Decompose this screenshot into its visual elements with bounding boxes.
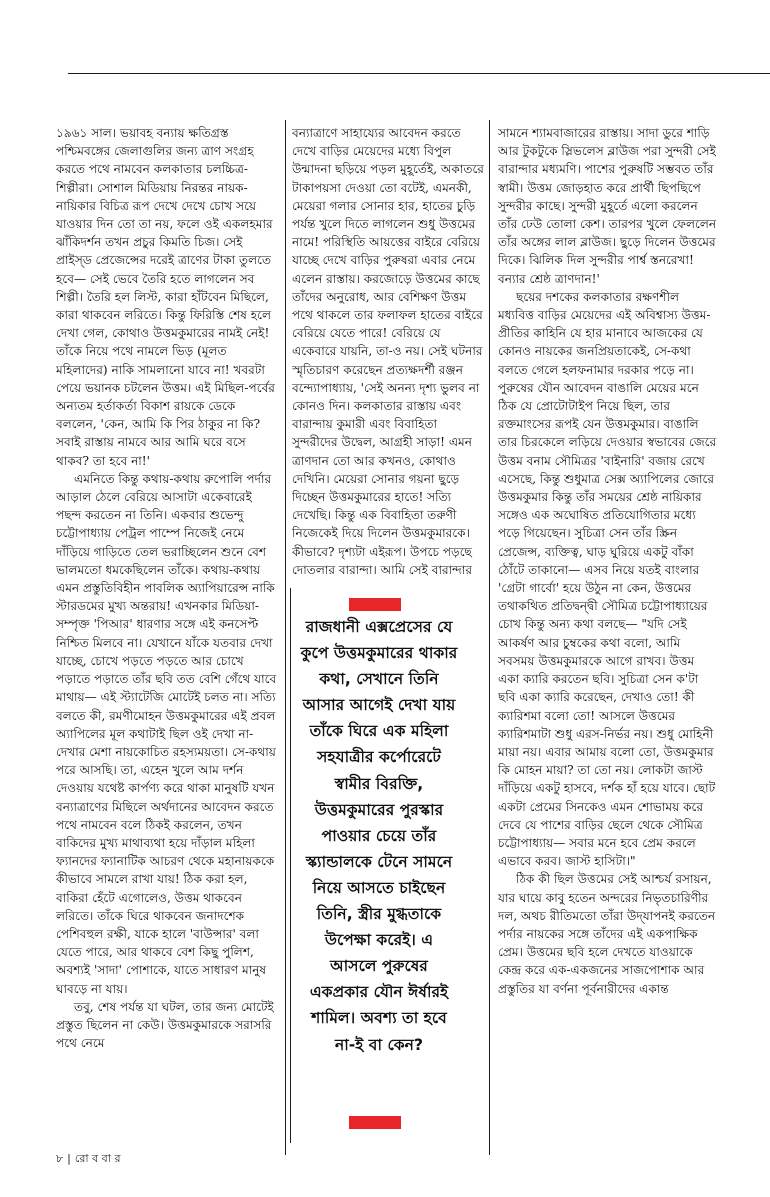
page-footer bbox=[56, 1150, 121, 1169]
footer-separator: | bbox=[67, 1152, 71, 1165]
pullquote-border bbox=[290, 588, 291, 1143]
paragraph: বন্যাত্রাণে সাহায্যের আবেদন করতে দেখে বাড়ির মেয়েদের মধ্যে বিপুল উন্মাদনা ছড়িয়ে পড়ল মুহূর্তেই, অকাতরে টাকাপয়সা দেওয়া তো বটেই, এমনকী, মেয়েরা গলার সোনার হার, হাতের চুড়ি পর্যন্ত খুলে দিতে লাগলেন শুধু উত্তমের নামে! পরিস্থিতি আয়ত্তের বাইরে বেরিয়ে যাচ্ছে দেখে বাড়ির পুরুষরা এবার নেমে এলেন রাস্তায়। করজোড়ে উত্তমের কাছে তাঁদের অনুরোধ, আর বেশিক্ষণ উত্তম পথে থাকলে তার ফলাফল হাতের বাইরে বেরিয়ে যেতে পারে! বেরিয়ে যে একেবারে যায়নি, তা-ও নয়। সেই ঘটনার স্মৃতিচারণ করেছেন প্রত্যক্ষদর্শী রঞ্জন বন্দ্যোপাধ্যায়, 'সেই অনন্য দৃশ্য ভুলব না কোনও দিন। কলকাতার রাস্তায় এবং বারান্দায় কুমারী এবং বিবাহিতা সুন্দরীদের উদ্বেল, আগ্রহী সাড়া! এমন ত্রাণদান তো আর কখনও, কোথাও দেখিনি। মেয়েরা সোনার গয়না ছুড়ে দিচ্ছেন উত্তমকুমারের হাতে! সত্যি দেখেছি। কিন্তু এক বিবাহিতা তরুণী নিজেকেই দিয়ে দিলেন উত্তমকুমারকে। কীভাবে? দৃশ্যটা এইরূপ। উপচে পড়ছে দোতলার বারান্দা। আমি সেই বারান্দার bbox=[292, 126, 484, 577]
paragraph: সামনে শ্যামবাজারের রাস্তায়। সাদা ডুরে শাড়ি আর টুকটুকে স্লিভলেস ব্লাউজ পরা সুন্দরী সেই বারান্দার মধ্যমণি। পাশের পুরুষটি সম্ভবত তাঁর স্বামী। উত্তম জোড়হাত করে প্রার্থী ছিপছিপে সুন্দরীর কাছে। সুন্দরী মুহূর্তে এলো করলেন তাঁর ঢেউ তোলা কেশ। তারপর খুলে ফেললেন তাঁর অঙ্গের লাল ব্লাউজ। ছুড়ে দিলেন উত্তমের দিকে। ঝিলিক দিল সুন্দরীর পার্শ্ব স্তনরেখা! বন্যার শ্রেষ্ঠ ত্রাণদান!' bbox=[498, 126, 717, 286]
top-rule bbox=[68, 73, 770, 74]
paragraph: তবু, শেষ পর্যন্ত যা ঘটল, তার জন্য মোটেই প্রস্তুত ছিলেন না কেউ। উত্তমকুমারকে সরাসরি পথে নেমে bbox=[56, 999, 274, 1051]
article-column-2 bbox=[292, 124, 485, 604]
pull-quote: রাজধানী এক্সপ্রেসের যে কুপে উত্তমকুমারের থাকার কথা, সেখানে তিনি আসার আগেই দেখা যায় তাঁকে ঘিরে এক মহিলা সহযাত্রীর কর্পোরেটে স্বামীর বিরক্তি, উত্তমকুমারের পুরস্কার পাওয়ার চেয়ে তাঁর স্ক্যান্ডালকে টেনে সামনে নিয়ে আসতে চাইছেন তিনি, স্ত্রীর মুগ্ধতাকে উপেক্ষা করেই। এ আসলে পুরুষের একপ্রকার যৌন ঈর্ষারই শামিল। অবশ্য তা হবে না-ই বা কেন? bbox=[300, 618, 458, 1054]
column-divider bbox=[489, 120, 490, 1155]
magazine-name: রো ব বা র bbox=[74, 1152, 121, 1165]
article-column-3 bbox=[498, 124, 718, 1154]
column-divider bbox=[285, 120, 286, 1155]
pullquote-top-bar bbox=[349, 598, 401, 611]
article-column-1 bbox=[56, 124, 278, 1154]
paragraph: ঠিক কী ছিল উত্তমের সেই আশ্চর্য রসায়ন, যার ঘায়ে কাবু হতেন অন্দরের নিভৃতচারিণীর দল, অথচ রীতিমতো তাঁরা উদ্‌যাপনই করতেন পর্দার নায়কের সঙ্গে তাঁদের এই একপাক্ষিক প্রেম। উত্তমের ছবি হলে দেখতে যাওয়াকে কেন্দ্র করে এক-একজনের সাজপোশাক আর প্রস্তুতির যা বর্ণনা পূর্বনারীদের একান্ত bbox=[498, 872, 716, 996]
paragraph: ছয়ের দশকের কলকাতার রক্ষণশীল মধ্যবিত্ত বাড়ির মেয়েদের এই অবিশ্বাস্য উত্তম-প্রীতির কাহিনি যে হার মানাবে আজকের যে কোনও নায়কের জনপ্রিয়তাকেই, সে-কথা বলতে গেলে হলফনামার দরকার পড়ে না। পুরুষের যৌন আবেদন বাঙালি মেয়ের মনে ঠিক যে প্রোটোটাইপ নিয়ে ছিল, তার রক্তমাংসের রূপই যেন উত্তমকুমার। বাঙালি তার চিরকেলে লড়িয়ে দেওয়ার স্বভাবের জেরে উত্তম বনাম সৌমিত্রর 'বাইনারি' বজায় রেখে এসেছে, কিন্তু শুধুমাত্র সেক্স অ্যাপিলের জোরে উত্তমকুমার কিন্তু তাঁর সময়ের শ্রেষ্ঠ নায়িকার সঙ্গেও এক অঘোষিত প্রতিযোগিতার মধ্যে পড়ে গিয়েছেন। সুচিত্রা সেন তাঁর স্ক্রিন প্রেজেন্স, ব্যক্তিত্ব, ঘাড় ঘুরিয়ে একটু বাঁকা ঠোঁটে তাকানো— এসব নিয়ে যতই বাংলার 'গ্রেটা গার্বো' হয়ে উঠুন না কেন, উত্তমের তথাকথিত প্রতিদ্বন্দ্বী সৌমিত্র চট্টোপাধ্যায়ের চোখ কিন্তু অন্য কথা বলছে— "যদি সেই আকর্ষণ আর চুম্বকের কথা বলো, আমি সবসময় উত্তমকুমারকে আগে রাখব। উত্তম একা ক্যারি করতেন ছবি। সুচিত্রা সেন ক'টা ছবি একা ক্যারি করেছেন, দেখাও তো! কী ক্যারিশমা বলো তো! আসলে উত্তমের ক্যারিশমাটা শুধু এরস-নির্ভর নয়। শুধু মোহিনী মায়া নয়। এবার আমায় বলো তো, উত্তমকুমার কি মোহন মায়া? তা তো নয়। লোকটা জাস্ট দাঁড়িয়ে একটু হাসবে, দর্শক হাঁ হয়ে যাবে। ছোট একটা প্রেমের সিনকেও এমন শোভাময় করে দেবে যে পাশের বাড়ির ছেলে থেকে সৌমিত্র চট্টোপাধ্যায়— সবার মনে হবে প্রেম করলে এভাবে করব। জাস্ট হাসিটা।" bbox=[498, 289, 717, 869]
page-number: ৮ bbox=[56, 1152, 64, 1165]
pullquote-bottom-bar bbox=[349, 1116, 401, 1129]
paragraph: এমনিতে কিন্তু কথায়-কথায় রুপোলি পর্দার আড়াল ঠেলে বেরিয়ে আসাটা একেবারেই পছন্দ করতেন না তিনি। একবার শুভেন্দু চট্টোপাধ্যায় পেট্রল পাম্পে নিজেই নেমে দাঁড়িয়ে গাড়িতে তেল ভরাচ্ছিলেন শুনে বেশ ভালমতো ধমকেছিলেন তাঁকে। কথায়-কথায় এমন প্রস্তুতিবিহীন পাবলিক অ্যাপিয়ারেন্স নাকি স্টারডমের মুখ্য অন্তরায়! এখনকার মিডিয়া-সম্পৃক্ত 'পিআর' ধারণার সঙ্গে এই কনসেপ্ট নিশ্চিত মিলবে না। যেখানে যাঁকে যতবার দেখা যাচ্ছে, চোখে পড়তে পড়তে আর চোখে পড়াতে পড়াতে তাঁর ছবি তত বেশি গেঁথে যাবে মাথায়— এই স্ট্যাটেজি মোটেই চলত না। সত্যি বলতে কী, রমণীমোহন উত্তমকুমারের এই প্রবল অ্যাপিলের মূল কথাটাই ছিল ওই দেখা না-দেখার মেশা নায়কোচিত রহস্যময়তা। সে-কথায় পরে আসছি। তা, এহেন খুলে আম দর্শন দেওয়ায় যথেষ্ট কার্পণ্য করে থাকা মানুষটি যখন বন্যাত্রাণের মিছিলে অর্থদানের আবেদন করতে পথে নামবেন বলে ঠিকই করলেন, তখন বাকিদের মুখ্য মাথাব্যথা হয়ে দাঁড়াল মহিলা ফ্যানদের ফ্যানাটিক আচরণ থেকে মহানায়ককে কীভাবে সামলে রাখা যায়! ঠিক করা হল, বাকিরা হেঁটে এগোলেও, উত্তম থাকবেন লরিতে। তাঁকে ঘিরে থাকবেন জনাদশেক পেশিবহুল রক্ষী, যাকে হালে 'বাউন্সার' বলা যেতে পারে, আর থাকবে বেশ কিছু পুলিশ, অবশ্যই 'সাদা' পোশাকে, যাতে সাধারণ মানুষ ঘাবড়ে না যায়। bbox=[56, 471, 277, 996]
paragraph: ১৯৬১ সাল। ভয়াবহ বন্যায় ক্ষতিগ্রস্ত পশ্চিমবঙ্গের জেলাগুলির জন্য ত্রাণ সংগ্রহ করতে পথে নামবেন কলকাতার চলচ্চিত্র-শিল্পীরা। সোশাল মিডিয়ায় নিরন্তর নায়ক-নায়িকার বিচিত্র রূপ দেখে দেখে চোখ সয়ে যাওয়ার দিন তো তা নয়, ফলে ওই একলহমার ঝাঁকিদর্শন তখন প্রচুর কিমতি চিজ। সেই প্রাইস্ড প্রেজেন্সের দরেই ত্রাণের টাকা তুলতে হবে— সেই ভেবে তৈরি হতে লাগলেন সব শিল্পী। তৈরি হল লিস্ট, কারা হাঁটবেন মিছিলে, কারা থাকবেন লরিতে। কিন্তু ফিরিস্তি শেষ হলে দেখা গেল, কোথাও উত্তমকুমারের নামই নেই! তাঁকে নিয়ে পথে নামলে ভিড় (মূলত মহিলাদের) নাকি সামলানো যাবে না! খবরটা পেয়ে ভয়ানক চটলেন উত্তম। এই মিছিল-পর্বের অন্যতম হর্তাকর্তা বিকাশ রায়কে ডেকে বললেন, 'কেন, আমি কি পির ঠাকুর না কি? সবাই রাস্তায় নামবে আর আমি ঘরে বসে থাকব? তা হবে না!' bbox=[56, 126, 275, 468]
